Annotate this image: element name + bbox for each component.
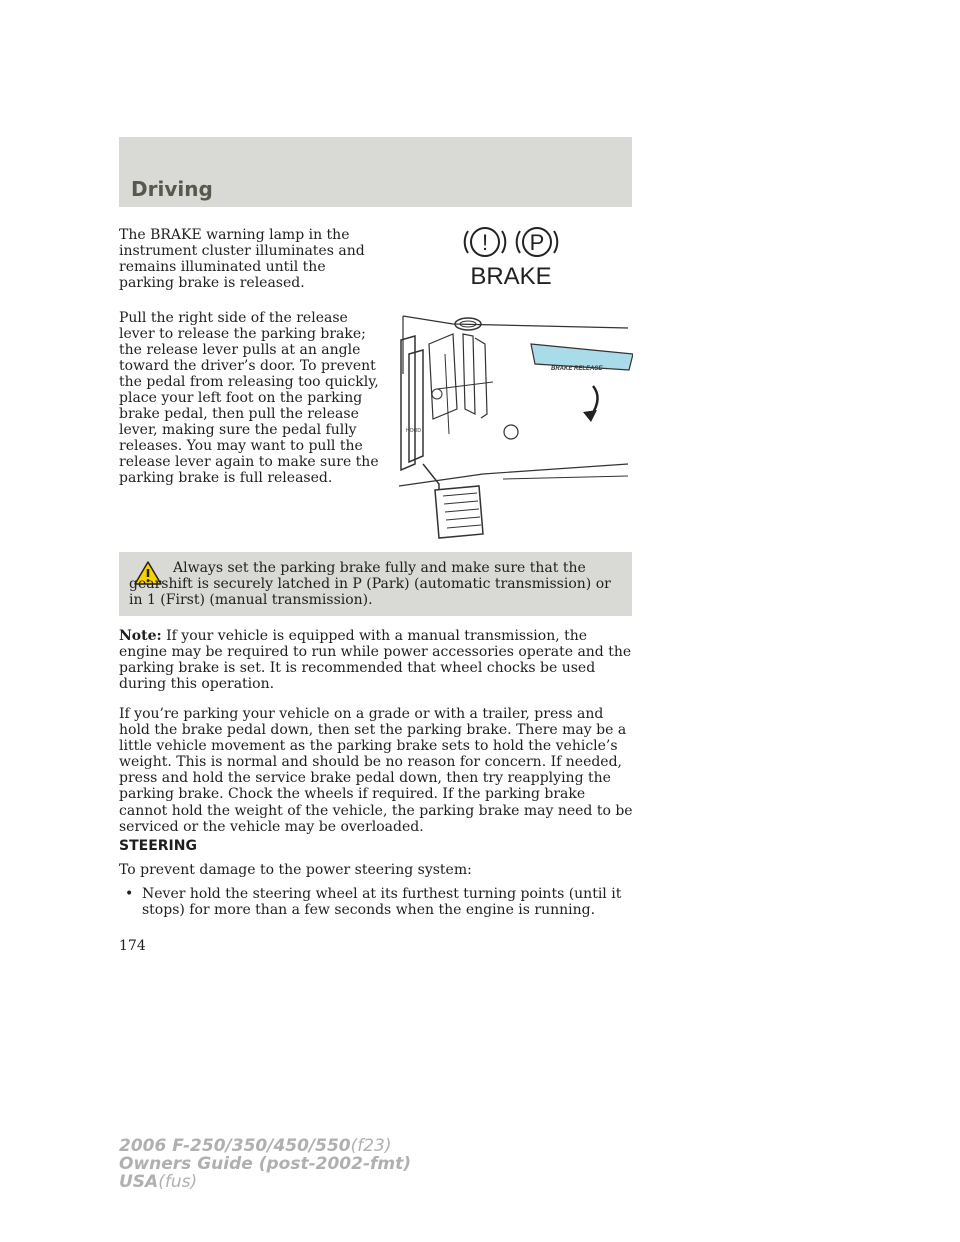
note-label: Note: [119,628,162,644]
page-number: 174 [119,938,146,954]
footer-market: USA [119,1172,159,1192]
note-paragraph [119,628,634,692]
warning-text: Always set the parking brake fully and make sure that the gearshift is securely latched in P (Park) (automatic transmission) or in 1 (First) (manual transmission). [129,560,611,608]
parking-brake-illustration [393,314,633,540]
footer-guide: Owners Guide (post-2002-fmt) [119,1154,412,1174]
section-title: Driving [131,177,213,201]
steering-heading: STEERING [119,838,197,854]
brake-symbol-label: BRAKE [470,263,552,289]
footer-model: 2006 F-250/350/450/550 [119,1136,351,1156]
warning-box [119,552,632,616]
grade-parking-paragraph: If you’re parking your vehicle on a grade or with a trailer, press and hold the brake pedal down, then set the parking brake. There may be a little vehicle movement as the parking brake sets to hold the vehicle’s weight. This is normal and should be no reason for concern. If needed, press and hold the service brake pedal down, then try reapplying the parking brake. Chock the wheels if required. If the parking brake cannot hold the weight of the vehicle, the parking brake may need to be serviced or the vehicle may be overloaded. [119,706,633,835]
brake-warning-symbol-icon [460,225,570,289]
footer-model-code: (f23) [350,1136,392,1156]
hood-release-label: HOOD [406,428,421,434]
section-header-band [119,137,632,207]
steering-bullet-text: Never hold the steering wheel at its furthest turning points (until it stops) for more than a few seconds when the engine is running. [142,886,622,918]
note-text: If your vehicle is equipped with a manual transmission, the engine may be required to run while power accessories operate and the parking brake is set. It is recommended that wheel chocks be used during this operation. [119,628,632,692]
brake-symbol-exclaim: ! [481,230,489,255]
document-footer [119,1137,411,1191]
brake-symbol-letter: P [529,230,545,255]
brake-lamp-paragraph: The BRAKE warning lamp in the instrument cluster illuminates and remains illuminated until the parking brake is released. [119,227,365,291]
brake-release-label: BRAKE RELEASE [551,366,603,372]
footer-market-code: (fus) [158,1172,198,1192]
bullet-icon: • [125,886,134,902]
release-instructions-paragraph: Pull the right side of the release lever to release the parking brake; the release lever pulls at an angle toward the driver’s door. To prevent the pedal from releasing too quickly, place your left foot on the parking brake pedal, then pull the release lever, making sure the pedal fully releases. You may want to pull the release lever again to make sure the parking brake is full released. [119,310,379,486]
steering-intro: To prevent damage to the power steering system: [119,862,472,878]
